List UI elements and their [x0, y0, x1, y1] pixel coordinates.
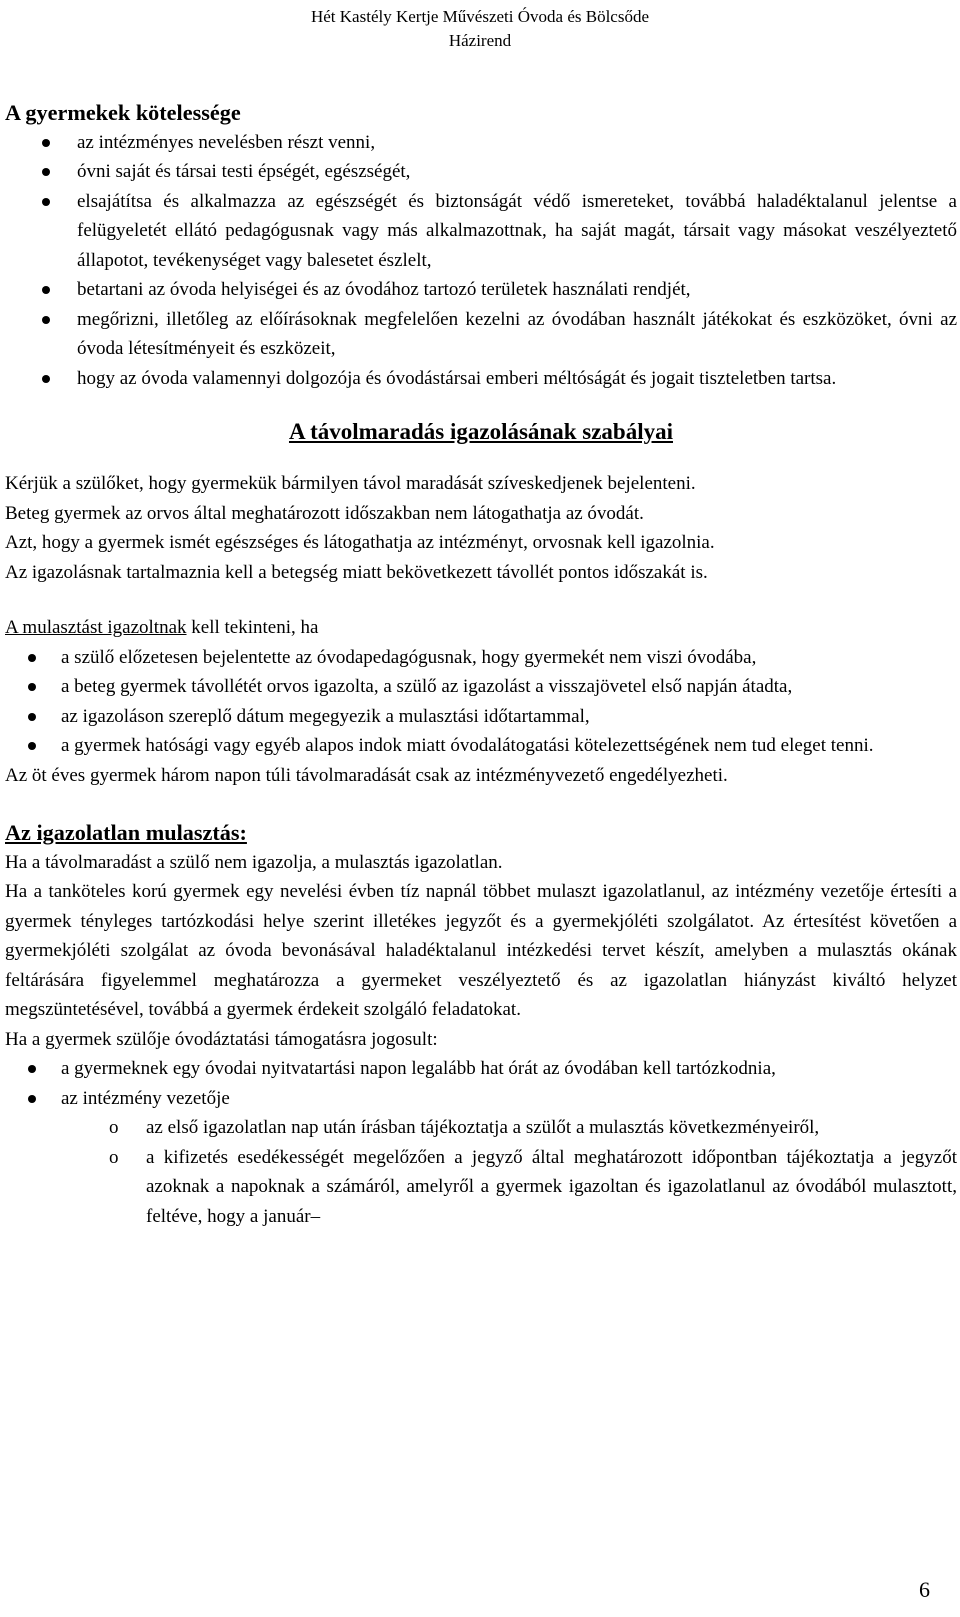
excused-intro-underlined: A mulasztást igazoltnak: [5, 617, 187, 638]
list-item: az intézményes nevelésben részt venni,: [5, 128, 957, 158]
unexcused-title: Az igazolatlan mulasztás:: [5, 820, 247, 845]
document-body: [5, 98, 957, 1231]
sub-marker: o: [109, 1117, 119, 1138]
page-header: [0, 5, 960, 53]
unexcused-paragraph: Ha a távolmaradást a szülő nem igazolja, a mulasztás igazolatlan.: [5, 851, 503, 873]
excused-intro-rest: kell tekinteni, ha: [186, 617, 319, 638]
sub-marker: o: [109, 1146, 119, 1168]
excused-note: Az öt éves gyermek három napon túli távolmaradását csak az intézményvezető engedélyezheti.: [5, 764, 728, 786]
document-title: Házirend: [448, 31, 512, 50]
list-item: a gyermek hatósági vagy egyéb alapos indok miatt óvodalátogatási kötelezettségének nem tud eleget tenni.: [5, 731, 957, 761]
support-list: [5, 1054, 957, 1113]
absence-paragraph: Beteg gyermek az orvos által meghatározott időszakban nem látogathatja az óvodát.: [5, 502, 644, 524]
list-item: a szülő előzetesen bejelentette az óvodapedagógusnak, hogy gyermekét nem viszi óvodába,: [5, 643, 957, 673]
absence-heading: A távolmaradás igazolásának szabályai: [288, 419, 673, 444]
list-item: az intézmény vezetője: [5, 1084, 957, 1114]
absence-paragraph: Azt, hogy a gyermek ismét egészséges és látogathatja az intézményt, orvosnak kell igazolnia.: [5, 532, 715, 553]
list-item: betartani az óvoda helyiségei és az óvodához tartozó területek használati rendjét,: [5, 275, 957, 305]
list-item: hogy az óvoda valamennyi dolgozója és óvodástársai emberi méltóságát és jogait tiszteletben tartsa.: [5, 364, 957, 394]
absence-paragraph: Kérjük a szülőket, hogy gyermekük bármilyen távol maradását szíveskedjenek bejelenteni.: [5, 473, 696, 494]
sub-list: [5, 1113, 957, 1231]
duties-title: A gyermekek kötelessége: [5, 100, 241, 125]
duties-list: [5, 128, 957, 394]
page-number: 6: [919, 1577, 930, 1602]
list-item: óvni saját és társai testi épségét, egészségét,: [5, 157, 957, 187]
unexcused-paragraph: Ha a tanköteles korú gyermek egy nevelési évben tíz napnál többet mulaszt igazolatlanul, az intézmény vezetője értesíti a gyermek tényleges tartózkodási helye szerint illetékes jegyzőt és a gyermekjóléti szolgálatot. Az értesítést követően a gyermekjóléti szolgálat az óvoda bevonásával haladéktalanul intézkedési tervet készít, amelyben a mulasztás okának feltárására figyelemmel meghatározza a gyermeket veszélyeztető és az igazolatlan hiányzást kiváltó helyzet megszüntetésével, továbbá a gyermek érdekeit szolgáló feladatokat.: [5, 881, 957, 1020]
list-item: a gyermeknek egy óvodai nyitvatartási napon legalább hat órát az óvodában kell tartózkodnia,: [5, 1054, 957, 1084]
sub-list-item: [5, 1113, 957, 1143]
list-item: a beteg gyermek távollétét orvos igazolta, a szülő az igazolást a visszajövetel első napján átadta,: [5, 672, 957, 702]
sub-item-text: az első igazolatlan nap után írásban tájékoztatja a szülőt a mulasztás következményeiről,: [146, 1117, 820, 1138]
sub-item-text: a kifizetés esedékességét megelőzően a jegyző által meghatározott időpontban tájékoztatja a jegyzőt azoknak a napoknak a számáról, amelyről a gyermek igazoltan és igazolatlanul az óvodából mulasztott, feltéve, hogy a január–: [146, 1146, 957, 1227]
absence-paragraph: Az igazolásnak tartalmaznia kell a betegség miatt bekövetkezett távollét pontos időszakát is.: [5, 561, 708, 583]
list-item: az igazoláson szereplő dátum megegyezik a mulasztási időtartammal,: [5, 702, 957, 732]
unexcused-paragraph: Ha a gyermek szülője óvodáztatási támogatásra jogosult:: [5, 1028, 438, 1050]
excused-intro: [5, 613, 957, 643]
list-item: megőrizni, illetőleg az előírásoknak megfelelően kezelni az óvodában használt játékokat és eszközöket, óvni az óvoda létesítményeit és eszközeit,: [5, 305, 957, 364]
excused-list: [5, 643, 957, 761]
school-name: Hét Kastély Kertje Művészeti Óvoda és Bölcsőde: [310, 7, 650, 26]
list-item: elsajátítsa és alkalmazza az egészségét és biztonságát védő ismereteket, továbbá haladéktalanul jelentse a felügyeletét ellátó pedagógusnak vagy más alkalmazottnak, ha saját magát, társait vagy másokat veszélyeztető állapotot, tevékenységet vagy balesetet észlelt,: [5, 187, 957, 276]
sub-list-item: [5, 1143, 957, 1232]
